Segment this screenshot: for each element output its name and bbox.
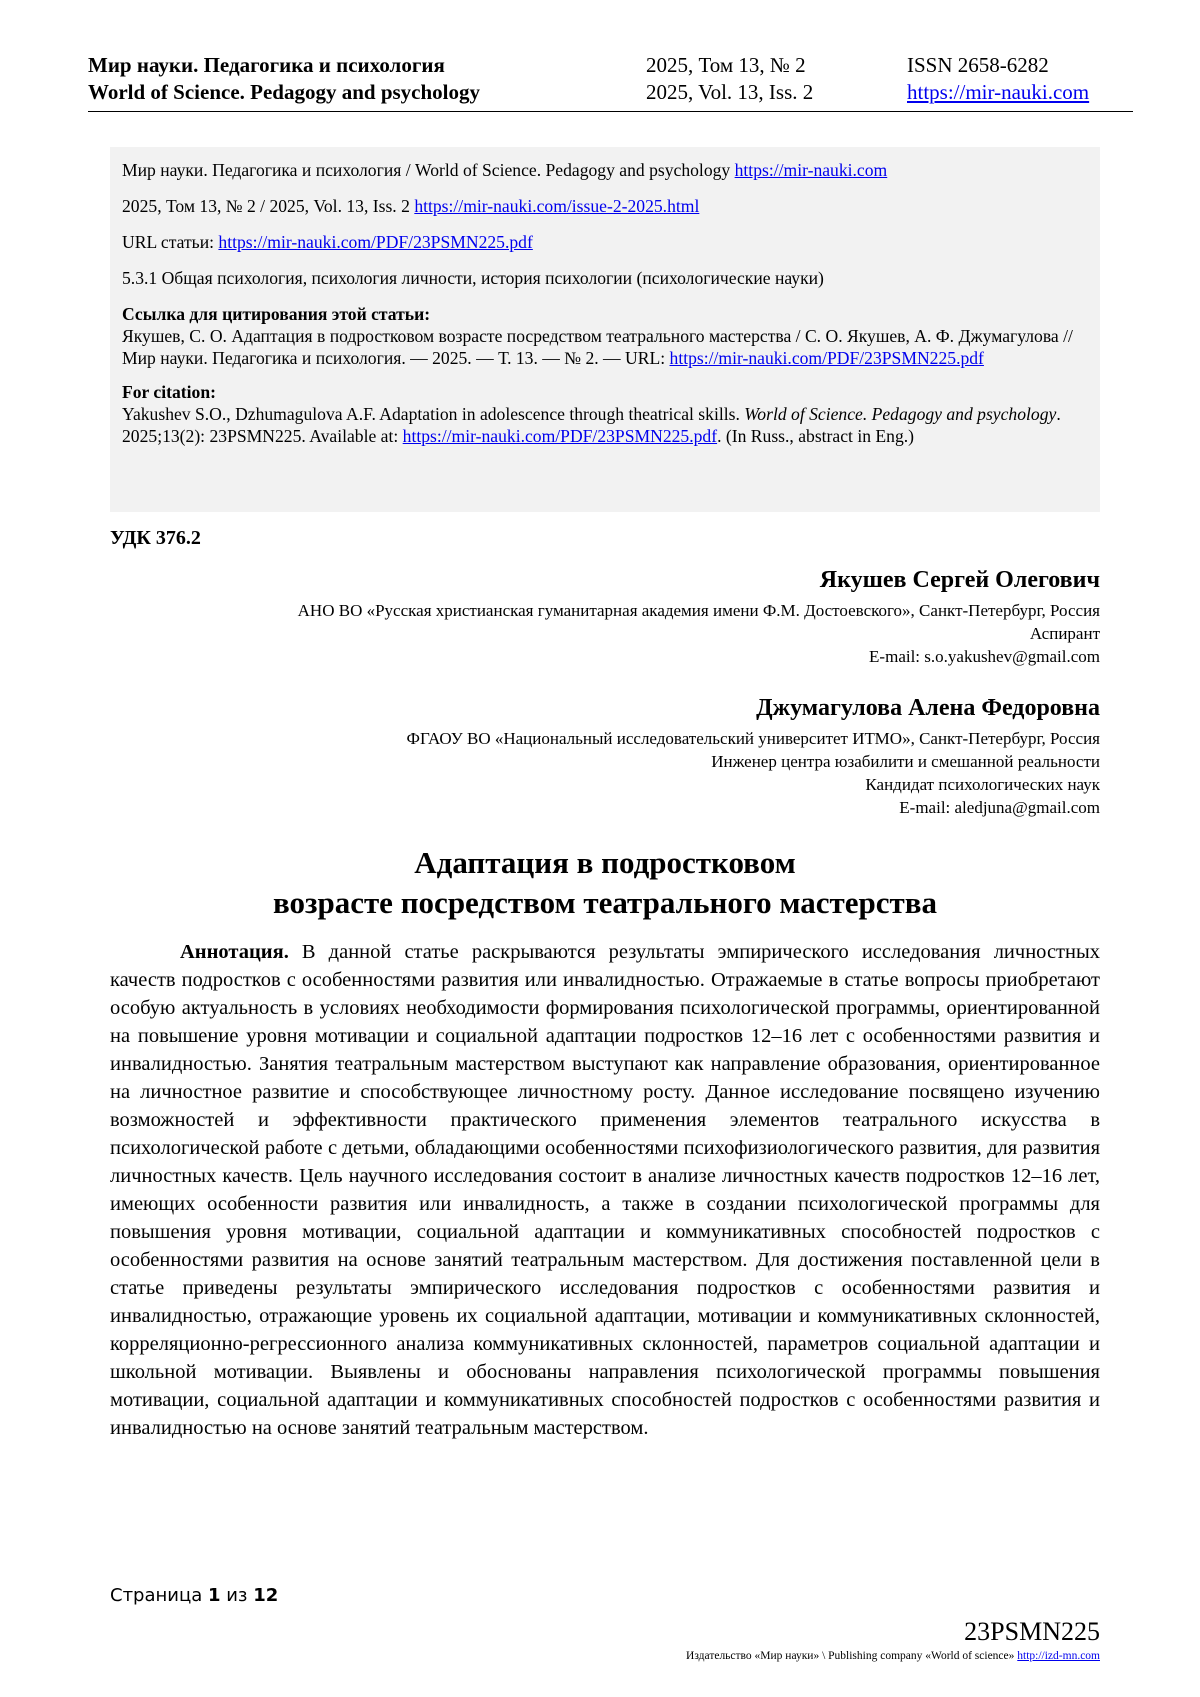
citation-en-text [122,403,1088,447]
info-issue-link[interactable]: https://mir-nauki.com/issue-2-2025.html [414,196,700,216]
info-article-url-link[interactable]: https://mir-nauki.com/PDF/23PSMN225.pdf [218,232,533,252]
abstract-paragraph [110,938,1100,1442]
author-block-2 [407,693,1100,819]
citation-ru-link[interactable]: https://mir-nauki.com/PDF/23PSMN225.pdf [669,348,984,368]
page-current: 1 [207,1585,221,1606]
publisher-text: Издательство «Мир науки» \ Publishing company «World of science» [686,1650,1018,1662]
page-number [110,1585,278,1606]
info-issue-text: 2025, Том 13, № 2 / 2025, Vol. 13, Iss. 2 [122,196,415,216]
author-position: Инженер центра юзабилити и смешанной реальности [711,752,1100,771]
journal-site-link[interactable]: https://mir-nauki.com [907,80,1090,104]
citation-en-link[interactable]: https://mir-nauki.com/PDF/23PSMN225.pdf [402,426,718,446]
issue-en: 2025, Vol. 13, Iss. 2 [646,80,814,104]
citation-en-body-1: Yakushev S.O., Dzhumagulova A.F. Adaptation in adolescence through theatrical skills. [122,404,745,424]
author-email: E-mail: s.o.yakushev@gmail.com [869,647,1100,666]
info-journal-line [122,159,1088,181]
journal-header [88,52,1133,112]
article-title [110,843,1100,923]
author-name: Джумагулова Алена Федоровна [756,695,1100,721]
author-degree: Кандидат психологических наук [865,775,1100,794]
citation-en-body-3: . (In Russ., abstract in Eng.) [717,426,914,446]
header-issn [907,52,1089,106]
page-total: 12 [253,1585,279,1606]
abstract-text: В данной статье раскрываются результаты эмпирического исследования личностных качеств подростков с особенностями развития или инвалидностью. Отражаемые в статье вопросы приобретают особую актуальность в условиях необходимости формирования психологической программы, ориентированной на повышение уровня мотивации и социальной адаптации подростков 12–16 лет с особенностями развития и инвалидностью. Занятия театральным мастерством выступают как направление образования, ориентированное на личностное развитие и способствующее личностному росту. Данное исследование посвящено изучению возможностей и эффективности практического применения элементов театрального искусства в психологической работе с детьми, обладающими особенностями психофизиологического развития, для развития личностных качеств. Цель научного исследования состоит в анализе личностных качеств подростков 12–16 лет, имеющих особенности развития или инвалидность, а также в создании психологической программы для повышения уровня мотивации, социальной адаптации и коммуникативных способностей подростков с особенностями развития на основе занятий театральным мастерством. Для достижения поставленной цели в статье приведены результаты эмпирического исследования подростков с особенностями развития и инвалидностью, отражающие уровень их социальной адаптации, мотивации и коммуникативных склонностей, корреляционно-регрессионного анализа коммуникативных склонностей, параметров социальной адаптации и школьной мотивации. Выявлены и обоснованы направления психологической программы повышения мотивации, социальной адаптации и коммуникативных способностей подростков с особенностями развития и инвалидностью на основе занятий театральным мастерством. [110,941,1100,1439]
citation-ru-text [122,325,1088,369]
journal-title-en: World of Science. Pedagogy and psychology [88,80,481,104]
udk-code: УДК 376.2 [110,527,201,549]
publisher-line [686,1650,1100,1662]
citation-ru-label: Ссылка для цитирования этой статьи: [122,304,431,324]
author-name: Якушев Сергей Олегович [819,567,1100,593]
header-issue [646,52,813,106]
info-journal-link[interactable]: https://mir-nauki.com [734,160,888,180]
header-journal-title [88,52,480,106]
citation-en-journal: World of Science. Pedagogy and psychology [744,404,1057,424]
author-email: E-mail: aledjuna@gmail.com [899,798,1100,817]
page-of: из [220,1585,254,1606]
author-affiliation: ФГАОУ ВО «Национальный исследовательский университет ИТМО», Санкт-Петербург, Россия [406,729,1100,748]
info-url-label: URL статьи: [122,232,219,252]
page-word: Страница [110,1585,208,1606]
citation-en-block [122,381,1088,447]
citation-ru-block [122,303,1088,369]
article-title-line-2: возрасте посредством театрального мастерства [272,885,938,920]
info-specialty-line: 5.3.1 Общая психология, психология личности, история психологии (психологические науки) [122,268,824,288]
author-affiliation: АНО ВО «Русская христианская гуманитарная академия имени Ф.М. Достоевского», Санкт-Петербург, Россия [297,601,1100,620]
citation-ru-body: Якушев, С. О. Адаптация в подростковом возрасте посредством театрального мастерства / С. О. Якушев, А. Ф. Джумагулова // Мир науки. Педагогика и психология. — 2025. — Т. 13. — № 2. — URL: [122,326,1073,368]
info-url-line [122,231,1088,253]
info-journal-text: Мир науки. Педагогика и психология / World of Science. Pedagogy and psychology [122,160,735,180]
issue-ru: 2025, Том 13, № 2 [646,53,806,77]
citation-en-label: For citation: [122,382,216,402]
info-issue-line [122,195,1088,217]
publisher-link[interactable]: http://izd-mn.com [1017,1650,1100,1662]
citation-en-body-2: . 2025;13(2): 23PSMN225. Available at: [122,404,1061,446]
article-info-box [110,147,1100,512]
article-title-line-1: Адаптация в подростковом [414,845,796,880]
abstract-label: Аннотация. [180,941,289,963]
author-position: Аспирант [1029,624,1100,643]
journal-title-ru: Мир науки. Педагогика и психология [88,53,445,77]
issn-number: ISSN 2658-6282 [907,53,1049,77]
article-code: 23PSMN225 [964,1617,1100,1646]
author-block-1 [298,565,1100,668]
